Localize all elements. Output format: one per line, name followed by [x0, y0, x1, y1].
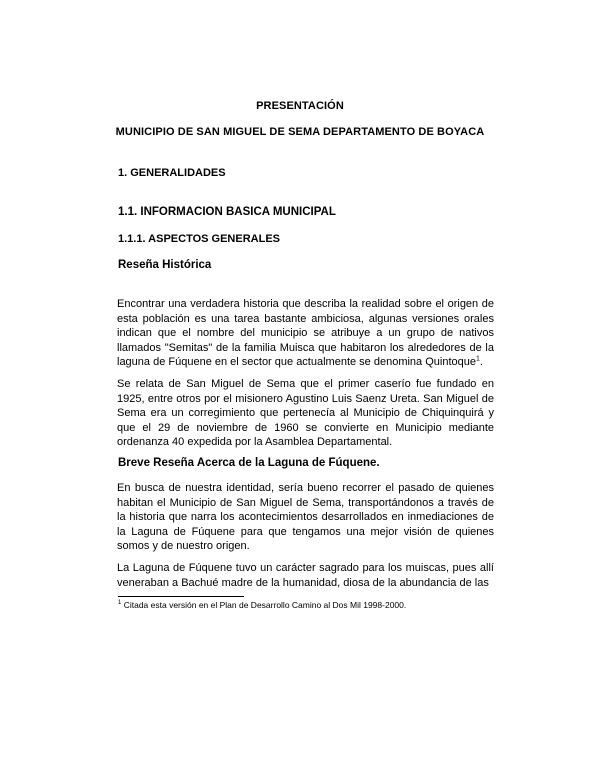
section-heading-informacion-basica: 1.1. INFORMACION BASICA MUNICIPAL	[118, 206, 336, 218]
footnote-divider	[118, 596, 244, 597]
paragraph-laguna-sagrada: La Laguna de Fúquene tuvo un carácter sagrado para los muiscas, pues allí veneraban a Bachué madre de la humanidad, diosa de la abundancia de las	[117, 562, 494, 589]
footnote-number: 1	[118, 600, 122, 607]
footnote-text: Citada esta versión en el Plan de Desarrollo Camino al Dos Mil 1998-2000.	[121, 600, 407, 610]
paragraph-identidad: En busca de nuestra identidad, sería bueno recorrer el pasado de quienes habitan el Municipio de San Miguel de Sema, transportándonos a través de la historia que narra los acontecimientos desarrollados en inmediaciones de la Laguna de Fúquene para que tengamos una mejor visión de quienes somos y de nuestro origen.	[117, 482, 494, 552]
subheading-resena-historica: Reseña Histórica	[118, 259, 212, 271]
footnote	[118, 600, 406, 611]
paragraph-origen-end: .	[479, 356, 483, 368]
document-subtitle: MUNICIPIO DE SAN MIGUEL DE SEMA DEPARTAMENTO DE BOYACA	[115, 126, 485, 138]
subheading-laguna-fuquene: Breve Reseña Acerca de la Laguna de Fúquene.	[118, 457, 380, 469]
document-title: PRESENTACIÓN	[256, 100, 344, 112]
section-heading-aspectos-generales: 1.1.1. ASPECTOS GENERALES	[118, 233, 280, 245]
paragraph-fundacion: Se relata de San Miguel de Sema que el primer caserío fue fundado en 1925, entre otros por el misionero Agustino Luis Saenz Ureta. San Miguel de Sema era un corregimiento que pertenecía al Municipio de Chiquinquirá y que el 29 de noviembre de 1960 se convierte en Municipio mediante ordenanza 40 expedida por la Asamblea Departamental.	[117, 378, 494, 448]
paragraph-origen	[117, 297, 494, 370]
footnote-reference[interactable]: 1	[475, 355, 480, 363]
paragraph-origen-text: Encontrar una verdadera historia que describa la realidad sobre el origen de esta población es una tarea bastante ambiciosa, algunas versiones orales indican que el nombre del municipio se atribuye a un grupo de nativos llamados "Semitas" de la familia Muisca que habitaron los alrededores de la laguna de Fúquene en el sector que actualmente se denomina Quintoque	[117, 298, 494, 368]
section-heading-generalidades: 1. GENERALIDADES	[118, 167, 226, 179]
